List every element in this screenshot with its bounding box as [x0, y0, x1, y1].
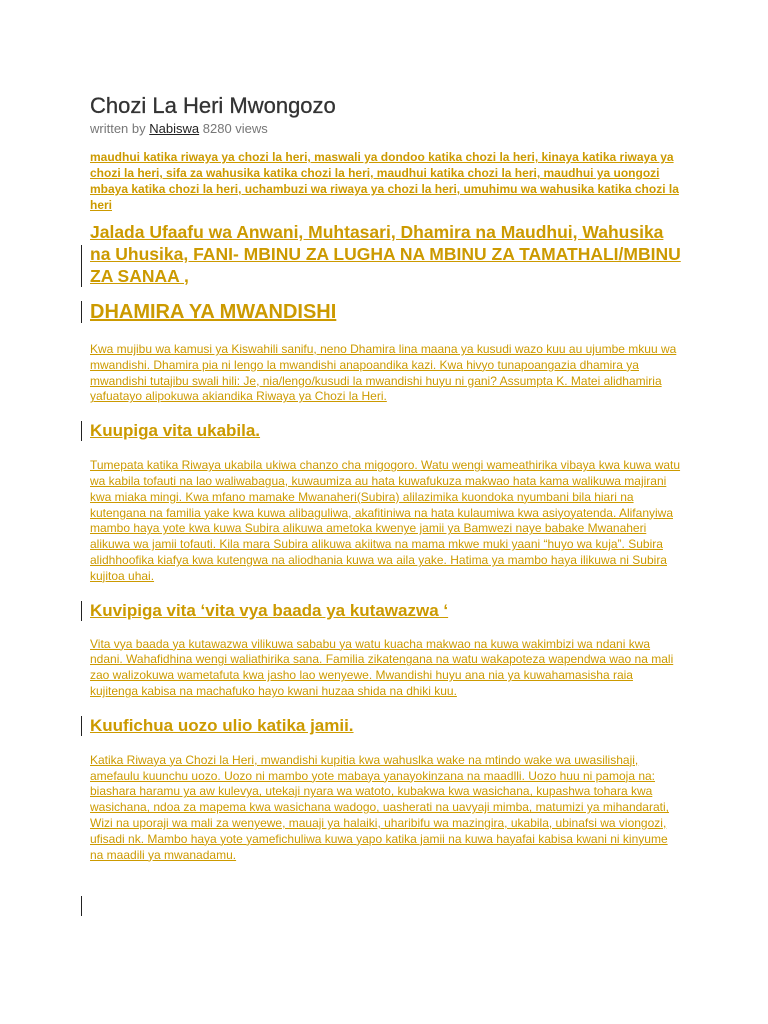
heading-dhamira[interactable]: DHAMIRA YA MWANDISHI — [90, 299, 682, 325]
written-by-label: written by — [90, 121, 146, 136]
paragraph-uozo[interactable]: Katika Riwaya ya Chozi la Heri, mwandishi kupitia kwa wahuslka wake na mtindo wake wa uwasilishaji, amefaulu kuunchu uozo. Uozo ni mambo yote mabaya yanayokinzana na maadlli. Uozo huu ni pamoja na: biashara haramu ya aw kulevya, utekaji nyara wa watoto, kubakwa kwa wasichana, kupashwa tohara kwa wasichana, ndoa za mapema kwa wasichana wadogo, uasherati na uavyaji mimba, matumizi ya mihandarati, Wizi na uporaji wa mali za wenyewe, mauaji ya halaiki, uharibifu wa mazingira, ukabila, ubinafsi wa viongozi, ufisadi nk. Mambo haya yote yamefichuliwa kuwa yapo katika jamii na kuwa hayafai kabisa kwani ni kinyume na maadili ya mwanadamu. — [90, 752, 669, 862]
text-cursor-bar — [81, 896, 82, 916]
view-count: 8280 views — [202, 121, 268, 136]
paragraph-vita[interactable]: Vita vya baada ya kutawazwa vilikuwa sababu ya watu kuacha makwao na kuwa wakimbizi wa ndani kwa ndani. Wahafidhina wengi waliathirika sana. Familia zikatengana na watu wakapoteza wapendwa wao na mali zao walizokuwa wametafuta kwa jasho lao wenyewe. Mwandishi huyu ana nia ya kuwahamasisha raia kujitenga kabisa na machafuko hayo kwani huzaa shida na dhiki kuu. — [90, 636, 674, 698]
paragraph-dhamira[interactable]: Kwa mujibu wa kamusi ya Kiswahili sanifu, neno Dhamira lina maana ya kusudi wazo kuu au ujumbe mkuu wa mwandishi. Dhamira pia ni lengo la mwandishi anapoandika kazi. Kwa hivyo tunapoangazia dhamira ya mwandishi tutajibu swali hili: Je, nia/lengo/kusudi la mwandishi huyu ni gani? Assumpta K. Matei alidhamiria yafuatayo alipokuwa akiandika Riwaya ya Chozi la Heri. — [90, 342, 677, 404]
document-title: Chozi La Heri Mwongozo — [90, 93, 336, 118]
heading-main[interactable]: Jalada Ufaafu wa Anwani, Muhtasari, Dhamira na Maudhui, Wahusika na Uhusika, FANI- MBINU ZA LUGHA NA MBINU ZA TAMATHALI/MBINU ZA SANAA , — [90, 222, 681, 286]
paragraph-ukabila[interactable]: Tumepata katika Riwaya ukabila ukiwa chanzo cha migogoro. Watu wengi wameathirika vibaya kwa kuwa watu wa kabila tofauti na lao waliwabagua, kuwaumiza au hata kuwafukuza makwao hata kama walikuwa majirani kwa miaka mingi. Kwa mfano mamake Mwanaheri(Subira) alilazimika kuondoka nyumbani bila hiari na kutengana na familia yake kwa kuwa alibaguliwa, akafitiniwa na hata kulaumiwa kwa asiyoyatenda. Alifanyiwa mambo haya yote kwa kuwa Subira alikuwa ametoka kwenye jamii ya Bamwezi naye babake Mwanaheri alikuwa wa jamii tofauti. Kila mara Subira alikuwa akiitwa na mama mkwe muki yaani “huyo wa kuja”. Subira alidhhoofika kiafya kwa kutengwa na aliodhania kuwa wa aila yake. Hatima ya mambo haya ilikuwa ni Subira kujitoa uhai. — [90, 458, 681, 583]
heading-vita[interactable]: Kuvipiga vita ‘vita vya baada ya kutawazwa ‘ — [90, 600, 682, 622]
author-link[interactable]: Nabiswa — [149, 121, 200, 136]
heading-uozo[interactable]: Kuufichua uozo ulio katika jamii. — [90, 715, 682, 737]
document-page — [90, 92, 682, 863]
document-meta — [90, 121, 682, 137]
heading-ukabila[interactable]: Kuupiga vita ukabila. — [90, 420, 682, 442]
tags-paragraph[interactable]: maudhui katika riwaya ya chozi la heri, maswali ya dondoo katika chozi la heri, kinaya katika riwaya ya chozi la heri, sifa za wahusika katika chozi la heri, maudhui katika chozi la heri, maudhui ya uongozi mbaya katika chozi la heri, uchambuzi wa riwaya ya chozi la heri, umuhimu wa wahusika katika chozi la heri — [90, 150, 679, 212]
